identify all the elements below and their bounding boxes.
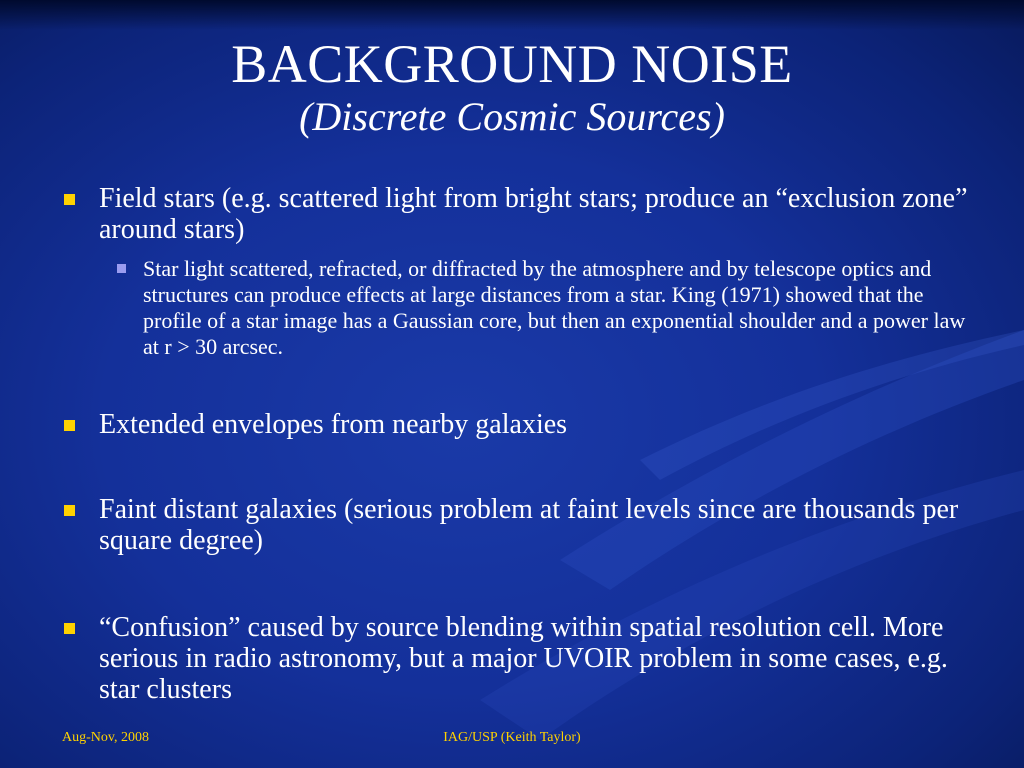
bullet-square-icon <box>64 505 75 516</box>
slide-subtitle: (Discrete Cosmic Sources) <box>299 94 725 139</box>
bullet-faint-galaxies: Faint distant galaxies (serious problem at faint levels since are thousands per square degree) <box>99 494 959 556</box>
footer-author: IAG/USP (Keith Taylor) <box>443 730 581 745</box>
title-block <box>0 34 1024 140</box>
slide-title: BACKGROUND NOISE <box>231 34 793 94</box>
bullet-square-icon <box>64 623 75 634</box>
bullet-confusion: “Confusion” caused by source blending within spatial resolution cell. More serious in radio astronomy, but a major UVOIR problem in some cases, e.g. star clusters <box>99 612 948 705</box>
bullet-field-stars: Field stars (e.g. scattered light from bright stars; produce an “exclusion zone” around stars) <box>99 183 968 245</box>
bullet-square-icon <box>64 194 75 205</box>
bullet-extended-envelopes: Extended envelopes from nearby galaxies <box>99 409 568 440</box>
footer-date: Aug-Nov, 2008 <box>62 730 149 745</box>
bullet-square-icon <box>64 420 75 431</box>
sub-bullet-star-light: Star light scattered, refracted, or diffracted by the atmosphere and by telescope optics and structures can produce effects at large distances from a star. King (1971) showed that the profile of a star image has a Gaussian core, but then an exponential shoulder and a power law at r > 30 arcsec. <box>143 256 966 359</box>
sub-bullet-square-icon <box>117 264 126 273</box>
